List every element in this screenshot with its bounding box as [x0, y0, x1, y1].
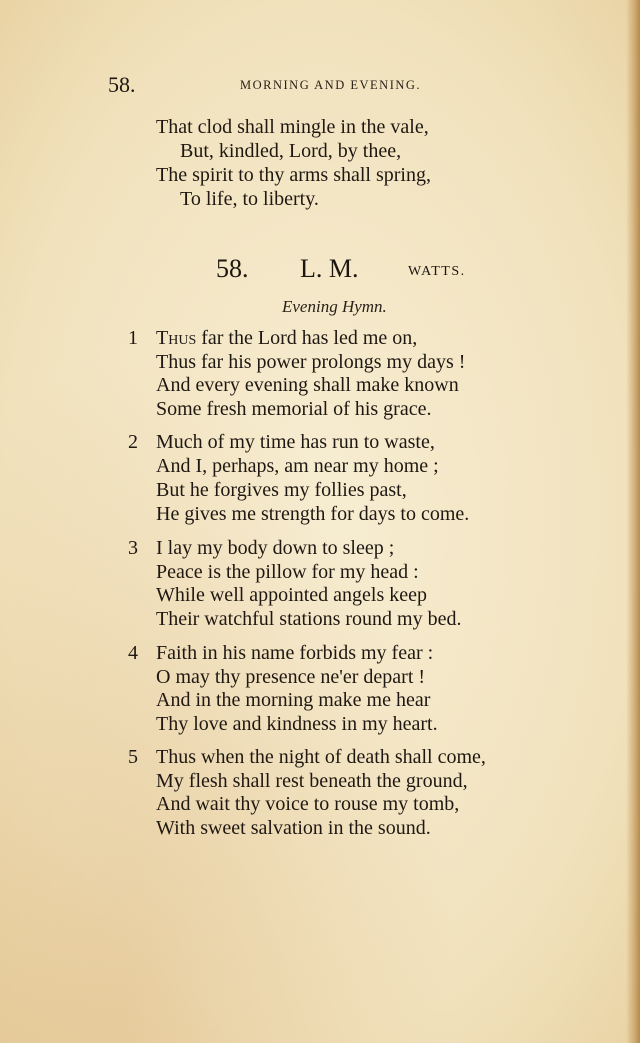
hymn-number: 58. [216, 254, 249, 283]
verse-line: While well appointed angels keep [156, 584, 428, 606]
first-line-rest: far the Lord has led me on, [196, 327, 418, 349]
stanza-number: 2 [128, 431, 138, 453]
verse-line: With sweet salvation in the sound. [156, 817, 431, 839]
verse-line: Faith in his name forbids my fear : [156, 642, 434, 664]
verse-line: To life, to liberty. [180, 188, 319, 210]
stanza-number: 3 [128, 537, 138, 559]
verse-line: He gives me strength for days to come. [156, 503, 470, 525]
verse-line: Thus far his power prolongs my days ! [156, 351, 466, 373]
hymn-heading [216, 254, 486, 286]
verse-line: That clod shall mingle in the vale, [156, 116, 429, 138]
verse-line: Their watchful stations round my bed. [156, 608, 462, 630]
stanza-number: 1 [128, 327, 138, 349]
drop-word: Thus [156, 327, 197, 349]
verse-line: And wait thy voice to rouse my tomb, [156, 793, 460, 815]
verse-line [156, 327, 417, 350]
verse-line: But, kindled, Lord, by thee, [180, 140, 402, 162]
verse-line: Much of my time has run to waste, [156, 431, 435, 453]
verse-line: Peace is the pillow for my head : [156, 561, 419, 583]
page-edge-shadow [626, 0, 640, 1043]
verse-line: I lay my body down to sleep ; [156, 537, 395, 559]
verse-line: Some fresh memorial of his grace. [156, 398, 432, 420]
verse-line: And I, perhaps, am near my home ; [156, 455, 439, 477]
verse-line: The spirit to thy arms shall spring, [156, 164, 431, 186]
verse-line: My flesh shall rest beneath the ground, [156, 770, 468, 792]
verse-line: But he forgives my follies past, [156, 479, 407, 501]
verse-line: Thus when the night of death shall come, [156, 746, 486, 768]
verse-line: O may thy presence ne'er depart ! [156, 666, 426, 688]
stanza-number: 4 [128, 642, 138, 664]
hymn-meter: L. M. [300, 254, 359, 283]
hymn-subtitle: Evening Hymn. [282, 297, 387, 316]
running-title: MORNING AND EVENING. [240, 78, 422, 92]
page-header [108, 72, 468, 98]
verse-line: Thy love and kindness in my heart. [156, 713, 438, 735]
verse-line: And every evening shall make known [156, 374, 459, 396]
hymn-author: WATTS. [408, 264, 466, 279]
page-number: 58. [108, 72, 136, 97]
stanza-number: 5 [128, 746, 138, 768]
verse-line: And in the morning make me hear [156, 689, 431, 711]
